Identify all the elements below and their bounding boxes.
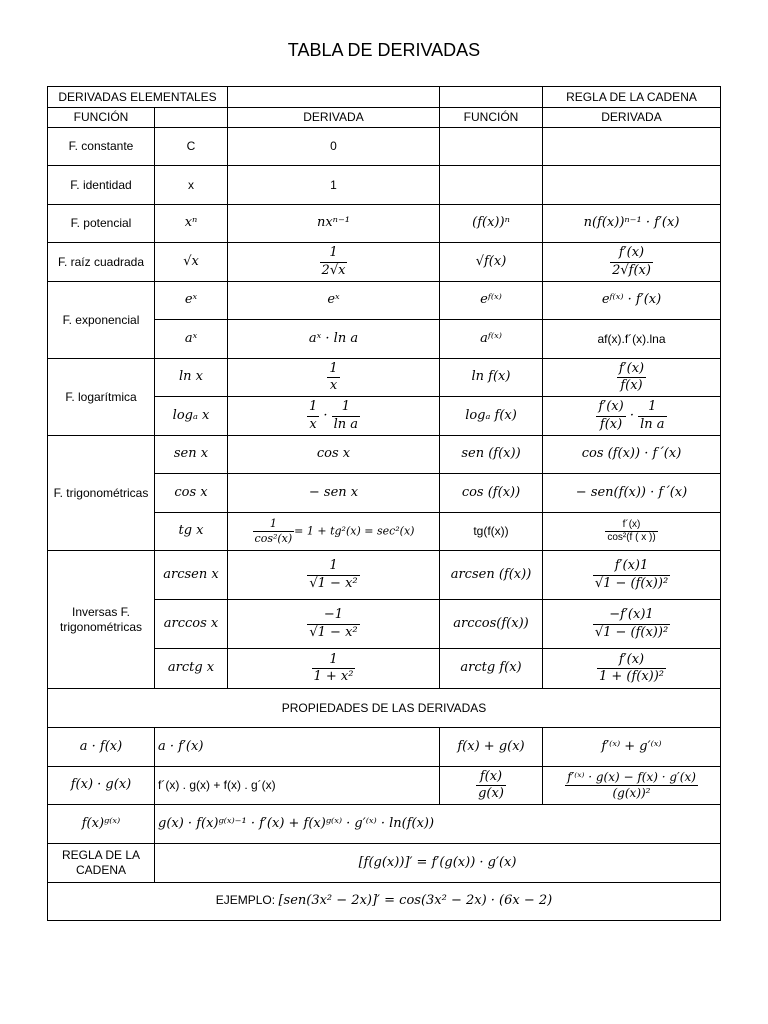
derivative-cell bbox=[228, 513, 440, 551]
formula: = 1 + tg²(x) = sec²(x) bbox=[294, 524, 415, 538]
derivative-cell bbox=[228, 551, 440, 600]
formula: f(x) + g(x) bbox=[457, 738, 525, 754]
denominator: f(x) bbox=[620, 378, 643, 393]
row-name: F. identidad bbox=[48, 166, 155, 205]
fraction bbox=[596, 399, 625, 433]
numerator: 1 bbox=[638, 399, 666, 416]
denominator: 2√f(x) bbox=[612, 262, 651, 278]
formula: (f(x))ⁿ bbox=[472, 215, 510, 231]
derivatives-table bbox=[47, 86, 721, 921]
row-name: F. constante bbox=[48, 128, 155, 166]
denominator: g(x) bbox=[478, 786, 504, 801]
numerator: 1 bbox=[327, 361, 339, 378]
chain-derivative-cell bbox=[543, 551, 721, 600]
formula: √f(x) bbox=[475, 253, 507, 269]
chain-derivative-cell bbox=[543, 320, 721, 359]
chain-derivative-cell bbox=[543, 474, 721, 513]
numerator: 1 bbox=[332, 399, 360, 416]
function-cell: C bbox=[155, 128, 228, 166]
numerator: f′(x) bbox=[617, 361, 646, 378]
formula: [f(g(x))]′ = f′(g(x)) · g′(x) bbox=[358, 854, 517, 870]
function-cell bbox=[155, 397, 228, 436]
formula: eᶠ⁽ˣ⁾ · f′(x) bbox=[601, 292, 662, 308]
dot-operator: · bbox=[319, 408, 332, 424]
chain-function-cell bbox=[440, 436, 543, 474]
header-funcion-compuesta: FUNCIÓN bbox=[440, 108, 543, 128]
formula: af(x).f´(x).lna bbox=[597, 331, 666, 346]
page-title: TABLA DE DERIVADAS bbox=[287, 40, 481, 60]
formula: cos x bbox=[316, 446, 351, 462]
chain-function-cell bbox=[440, 282, 543, 320]
chain-derivative-cell bbox=[543, 397, 721, 436]
formula: f′⁽ˣ⁾ + g′⁽ˣ⁾ bbox=[601, 738, 662, 754]
function-cell bbox=[155, 474, 228, 513]
formula: n(f(x))ⁿ⁻¹ · f′(x) bbox=[583, 215, 680, 231]
derivative-cell bbox=[228, 359, 440, 397]
header-funcion: FUNCIÓN bbox=[48, 108, 155, 128]
formula: f(x) · g(x) bbox=[70, 777, 132, 793]
chain-derivative-cell bbox=[543, 513, 721, 551]
formula: aᶠ⁽ˣ⁾ bbox=[480, 330, 502, 346]
formula: arccos(f(x)) bbox=[453, 615, 529, 631]
fraction bbox=[565, 770, 698, 801]
row-name: F. trigonométricas bbox=[48, 436, 155, 551]
formula: a · f′(x) bbox=[158, 738, 204, 754]
formula: arctg f(x) bbox=[460, 660, 522, 676]
function-cell bbox=[155, 513, 228, 551]
header-empty-cell bbox=[155, 108, 228, 128]
numerator: −1 bbox=[307, 607, 359, 624]
formula: a · f(x) bbox=[79, 738, 123, 754]
fraction bbox=[253, 517, 295, 546]
derivative-cell bbox=[228, 600, 440, 649]
function-cell bbox=[155, 282, 228, 320]
numerator: f′(x) bbox=[597, 652, 666, 669]
dot-operator: · bbox=[625, 408, 639, 424]
function-cell bbox=[48, 805, 155, 844]
denominator: cos²(f ( x )) bbox=[607, 532, 656, 543]
formula: arcsen (f(x)) bbox=[450, 566, 532, 582]
formula: − sen(f(x)) · f´(x) bbox=[575, 484, 688, 500]
derivative-cell: 1 bbox=[228, 166, 440, 205]
fraction bbox=[320, 245, 348, 279]
denominator: √1 − (f(x))² bbox=[594, 624, 669, 640]
numerator: 1 bbox=[312, 652, 356, 669]
function-cell bbox=[48, 728, 155, 767]
regla-cadena-label: REGLA DE LA CADENA bbox=[48, 844, 155, 883]
header-derivadas-elementales: DERIVADAS ELEMENTALES bbox=[48, 87, 228, 108]
chain-function-cell bbox=[440, 243, 543, 282]
function-cell bbox=[155, 600, 228, 649]
function-cell bbox=[155, 243, 228, 282]
header-regla-cadena: REGLA DE LA CADENA bbox=[543, 87, 721, 108]
denominator: 1 + (f(x))² bbox=[598, 669, 665, 684]
numerator: f′(x) bbox=[610, 245, 653, 262]
chain-function-cell: tg(f(x)) bbox=[440, 513, 543, 551]
formula: xⁿ bbox=[184, 215, 198, 231]
formula: aˣ · ln a bbox=[308, 330, 359, 346]
chain-function-cell bbox=[440, 166, 543, 205]
function-cell bbox=[155, 205, 228, 243]
derivative-cell: 0 bbox=[228, 128, 440, 166]
fraction bbox=[307, 399, 319, 433]
denominator: √1 − x² bbox=[309, 624, 358, 640]
fraction bbox=[617, 361, 646, 395]
chain-function-cell bbox=[440, 649, 543, 689]
formula: f(x)ᵍ⁽ˣ⁾ bbox=[81, 815, 121, 831]
numerator: f′⁽ˣ⁾ · g(x) − f(x) · g′(x) bbox=[567, 770, 696, 784]
numerator: 1 bbox=[307, 399, 319, 416]
chain-function-cell bbox=[440, 767, 543, 805]
derivative-cell: f´(x) . g(x) + f(x) . g´(x) bbox=[155, 767, 440, 805]
chain-function-cell bbox=[440, 205, 543, 243]
denominator: √1 − (f(x))² bbox=[594, 575, 669, 591]
chain-function-cell bbox=[440, 728, 543, 767]
formula: eᶠ⁽ˣ⁾ bbox=[480, 292, 502, 308]
denominator: f(x) bbox=[599, 416, 623, 432]
chain-derivative-cell bbox=[543, 767, 721, 805]
formula: arccos x bbox=[163, 615, 219, 631]
derivative-cell bbox=[228, 320, 440, 359]
function-cell bbox=[155, 359, 228, 397]
chain-function-cell bbox=[440, 600, 543, 649]
numerator: 1 bbox=[253, 517, 295, 532]
fraction bbox=[327, 361, 339, 395]
derivative-cell bbox=[228, 397, 440, 436]
fraction bbox=[610, 245, 653, 279]
fraction bbox=[307, 607, 359, 641]
formula: eˣ bbox=[184, 292, 198, 308]
derivative-cell bbox=[228, 649, 440, 689]
chain-derivative-cell bbox=[543, 600, 721, 649]
function-cell bbox=[155, 551, 228, 600]
formula: cos x bbox=[174, 484, 208, 500]
denominator: √1 − x² bbox=[309, 575, 358, 591]
function-cell bbox=[48, 767, 155, 805]
formula: arctg x bbox=[167, 660, 215, 676]
propiedades-title: PROPIEDADES DE LAS DERIVADAS bbox=[48, 689, 721, 728]
fraction bbox=[593, 558, 670, 592]
chain-derivative-cell bbox=[543, 359, 721, 397]
function-cell bbox=[155, 436, 228, 474]
formula: logₐ f(x) bbox=[465, 407, 517, 423]
chain-derivative-cell bbox=[543, 205, 721, 243]
chain-derivative-cell bbox=[543, 128, 721, 166]
numerator: f(x) bbox=[476, 769, 506, 786]
function-cell bbox=[155, 320, 228, 359]
numerator: 1 bbox=[307, 558, 359, 575]
numerator: f′(x)1 bbox=[593, 558, 670, 575]
denominator: ln a bbox=[640, 416, 665, 432]
formula: [sen(3x² − 2x)]′ = cos(3x² − 2x) · (6x − 2) bbox=[278, 893, 553, 909]
formula: ln f(x) bbox=[471, 369, 511, 385]
formula: g(x) · f(x)ᵍ⁽ˣ⁾⁻¹ · f′(x) + f(x)ᵍ⁽ˣ⁾ · g′⁽ˣ⁾ · ln(f(x)) bbox=[158, 815, 435, 831]
header-derivada: DERIVADA bbox=[228, 108, 440, 128]
header-empty-cell bbox=[440, 87, 543, 108]
fraction bbox=[312, 652, 356, 686]
fraction bbox=[605, 519, 657, 545]
derivative-cell bbox=[228, 436, 440, 474]
formula: sen (f(x)) bbox=[461, 446, 521, 462]
fraction bbox=[332, 399, 360, 433]
fraction bbox=[597, 652, 666, 686]
chain-function-cell bbox=[440, 397, 543, 436]
formula: arcsen x bbox=[163, 566, 219, 582]
fraction bbox=[307, 558, 359, 592]
derivative-cell bbox=[155, 805, 721, 844]
formula: − sen x bbox=[308, 484, 359, 500]
chain-function-cell bbox=[440, 128, 543, 166]
numerator: −f′(x)1 bbox=[593, 607, 670, 624]
denominator: ln a bbox=[333, 416, 359, 432]
row-name: F. logarítmica bbox=[48, 359, 155, 436]
row-name: Inversas F. trigonométricas bbox=[48, 551, 155, 689]
derivative-cell bbox=[228, 282, 440, 320]
function-cell bbox=[155, 649, 228, 689]
denominator: 2√x bbox=[321, 262, 346, 278]
numerator: f′(x) bbox=[596, 399, 625, 416]
formula: logₐ x bbox=[172, 407, 210, 423]
chain-function-cell bbox=[440, 474, 543, 513]
denominator: 1 + x² bbox=[313, 669, 354, 684]
chain-function-cell bbox=[440, 320, 543, 359]
regla-cadena-formula bbox=[155, 844, 721, 883]
derivative-cell bbox=[228, 243, 440, 282]
chain-derivative-cell bbox=[543, 282, 721, 320]
derivative-cell bbox=[155, 728, 440, 767]
chain-function-cell bbox=[440, 359, 543, 397]
denominator: x bbox=[329, 378, 338, 393]
row-name: F. potencial bbox=[48, 205, 155, 243]
chain-function-cell bbox=[440, 551, 543, 600]
header-empty-cell bbox=[228, 87, 440, 108]
fraction bbox=[593, 607, 670, 641]
numerator: 1 bbox=[320, 245, 348, 262]
chain-derivative-cell bbox=[543, 728, 721, 767]
formula: nxⁿ⁻¹ bbox=[316, 215, 351, 231]
chain-derivative-cell bbox=[543, 436, 721, 474]
denominator: cos²(x) bbox=[254, 532, 293, 545]
chain-derivative-cell bbox=[543, 243, 721, 282]
row-name: F. exponencial bbox=[48, 282, 155, 359]
formula: ln x bbox=[179, 369, 203, 385]
header-derivada-compuesta: DERIVADA bbox=[543, 108, 721, 128]
formula: √x bbox=[183, 253, 199, 269]
denominator: x bbox=[309, 416, 317, 432]
formula: eˣ bbox=[327, 292, 340, 308]
formula: cos (f(x)) · f´(x) bbox=[581, 446, 682, 462]
formula: aˣ bbox=[184, 330, 198, 346]
fraction bbox=[476, 769, 506, 803]
formula: cos (f(x)) bbox=[461, 484, 521, 500]
ejemplo-label: EJEMPLO: bbox=[215, 893, 276, 908]
formula: sen x bbox=[173, 446, 209, 462]
denominator: (g(x))² bbox=[612, 786, 651, 800]
numerator: f´(x) bbox=[605, 519, 657, 533]
formula: tg x bbox=[178, 523, 204, 539]
derivative-cell bbox=[228, 205, 440, 243]
row-name: F. raíz cuadrada bbox=[48, 243, 155, 282]
function-cell: x bbox=[155, 166, 228, 205]
fraction bbox=[638, 399, 666, 433]
derivative-cell bbox=[228, 474, 440, 513]
chain-derivative-cell bbox=[543, 166, 721, 205]
chain-derivative-cell bbox=[543, 649, 721, 689]
ejemplo-row bbox=[48, 883, 721, 921]
